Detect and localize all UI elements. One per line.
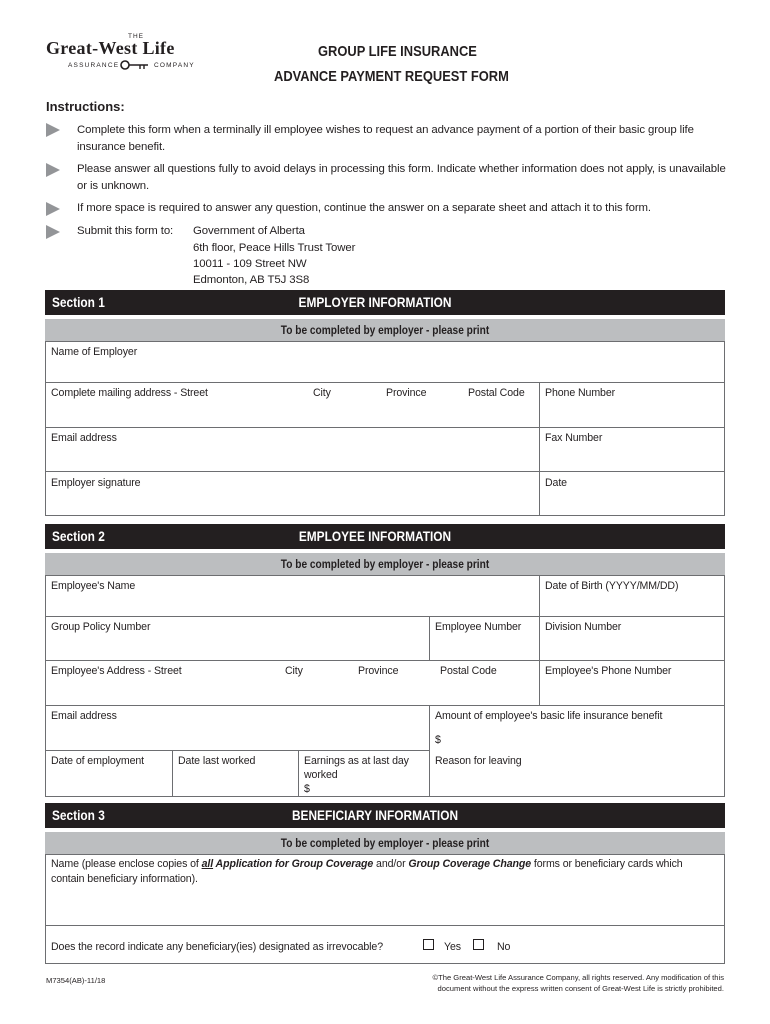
copyright-line1: ©The Great-West Life Assurance Company, all rights reserved. Any modification of this [432, 973, 724, 982]
earnings-dollar-sign: $ [304, 783, 310, 795]
employee-number-field[interactable]: Employee Number [435, 621, 522, 633]
employer-province-field[interactable]: Province [386, 387, 427, 399]
bullet-arrow-icon [46, 123, 60, 137]
bullet-arrow-icon [46, 225, 60, 239]
instruction-item: Please answer all questions fully to avoid delays in processing this form. Indicate whether information does not apply, is unavailable or is unknown. [77, 163, 726, 192]
section3-number: Section 3 [52, 808, 105, 823]
employer-name-field[interactable]: Name of Employer [51, 346, 138, 358]
instruction-item: Complete this form when a terminally ill employee wishes to request an advance payment of a portion of their basic group life insurance benefit. [77, 124, 694, 153]
earnings-field[interactable]: Earnings as at last day worked [304, 755, 409, 781]
employer-email-field[interactable]: Email address [51, 432, 117, 444]
divider [45, 616, 725, 617]
divider [45, 750, 430, 751]
logo-company: COMPANY [154, 62, 195, 69]
no-label: No [497, 941, 511, 953]
logo-the: THE [128, 33, 144, 40]
employer-city-field[interactable]: City [313, 387, 331, 399]
logo-name: Great-West Life [46, 38, 175, 58]
date-last-worked-field[interactable]: Date last worked [178, 755, 256, 767]
employee-phone-field[interactable]: Employee's Phone Number [545, 665, 672, 677]
section2-number: Section 2 [52, 529, 105, 544]
employee-dob-field[interactable]: Date of Birth (YYYY/MM/DD) [545, 580, 679, 592]
no-checkbox[interactable] [473, 939, 484, 950]
divider [172, 750, 173, 796]
copyright-line2: document without the express written consent of Great-West Life is strictly prohibited. [437, 984, 724, 993]
beneficiary-name-field[interactable] [51, 857, 717, 887]
beneficiary-text: forms or beneficiary cards which contain beneficiary information). [51, 858, 683, 885]
section3-subheader [45, 832, 725, 854]
address-line: Government of Alberta [193, 225, 305, 237]
employee-province-field[interactable]: Province [358, 665, 399, 677]
form-code: M7354(AB)-11/18 [46, 976, 106, 985]
divider [45, 925, 725, 926]
employer-street-field[interactable]: Complete mailing address - Street [51, 387, 208, 399]
section3-title: BENEFICIARY INFORMATION [291, 808, 459, 823]
divider [298, 750, 299, 796]
divider [45, 427, 725, 428]
employer-date-field[interactable]: Date [545, 477, 567, 489]
employee-email-field[interactable]: Email address [51, 710, 117, 722]
bullet-arrow-icon [46, 163, 60, 177]
address-line: 6th floor, Peace Hills Trust Tower [193, 242, 356, 254]
divider [45, 705, 725, 706]
divider [45, 471, 725, 472]
beneficiary-text: Name (please enclose copies of [51, 858, 202, 870]
employer-fax-field[interactable]: Fax Number [545, 432, 603, 444]
employee-street-field[interactable]: Employee's Address - Street [51, 665, 182, 677]
divider [429, 705, 430, 796]
employer-postal-field[interactable]: Postal Code [468, 387, 525, 399]
employee-name-field[interactable]: Employee's Name [51, 580, 136, 592]
address-line: Edmonton, AB T5J 3S8 [193, 274, 310, 286]
employee-city-field[interactable]: City [285, 665, 303, 677]
divider [539, 575, 540, 705]
division-number-field[interactable]: Division Number [545, 621, 622, 633]
beneficiary-all: all [201, 858, 214, 870]
submit-label: Submit this form to: [77, 225, 174, 237]
group-policy-field[interactable]: Group Policy Number [51, 621, 151, 633]
section1-header [45, 290, 725, 315]
reason-leaving-field[interactable]: Reason for leaving [435, 755, 522, 767]
section3-header [45, 803, 725, 828]
divider [45, 382, 725, 383]
section2-subheader [45, 553, 725, 575]
form-title-line1: GROUP LIFE INSURANCE [318, 43, 477, 60]
beneficiary-app: Application for Group Coverage [213, 858, 374, 870]
benefit-dollar-sign: $ [435, 734, 441, 746]
divider [429, 616, 430, 660]
yes-checkbox[interactable] [423, 939, 434, 950]
section2-title: EMPLOYEE INFORMATION [298, 529, 452, 544]
irrevocable-question: Does the record indicate any beneficiary(ies) designated as irrevocable? [51, 941, 383, 953]
section1-form [45, 341, 725, 516]
instruction-item: If more space is required to answer any question, continue the answer on a separate sheet and attach it to this form. [77, 202, 651, 214]
benefit-amount-field[interactable]: Amount of employee's basic life insurance benefit [435, 710, 663, 722]
address-line: 10011 - 109 Street NW [193, 258, 307, 270]
logo-assurance: ASSURANCE [68, 62, 120, 69]
bullet-arrow-icon [46, 202, 60, 216]
section1-subheader [45, 319, 725, 341]
divider [539, 382, 540, 515]
divider [45, 660, 725, 661]
section2-subtitle: To be completed by employer - please print [280, 557, 490, 571]
section2-header [45, 524, 725, 549]
date-employment-field[interactable]: Date of employment [51, 755, 145, 767]
key-icon [120, 59, 150, 72]
employee-postal-field[interactable]: Postal Code [440, 665, 497, 677]
instructions-heading: Instructions: [46, 99, 125, 114]
beneficiary-change: Group Coverage Change [408, 858, 532, 870]
section3-subtitle: To be completed by employer - please print [280, 836, 490, 850]
section1-number: Section 1 [52, 295, 105, 310]
section1-subtitle: To be completed by employer - please print [280, 323, 490, 337]
yes-label: Yes [444, 941, 461, 953]
form-title-line2: ADVANCE PAYMENT REQUEST FORM [274, 68, 509, 85]
employer-signature-field[interactable]: Employer signature [51, 477, 141, 489]
beneficiary-text: and/or [373, 858, 409, 870]
section1-title: EMPLOYER INFORMATION [298, 295, 452, 310]
employer-phone-field[interactable]: Phone Number [545, 387, 616, 399]
